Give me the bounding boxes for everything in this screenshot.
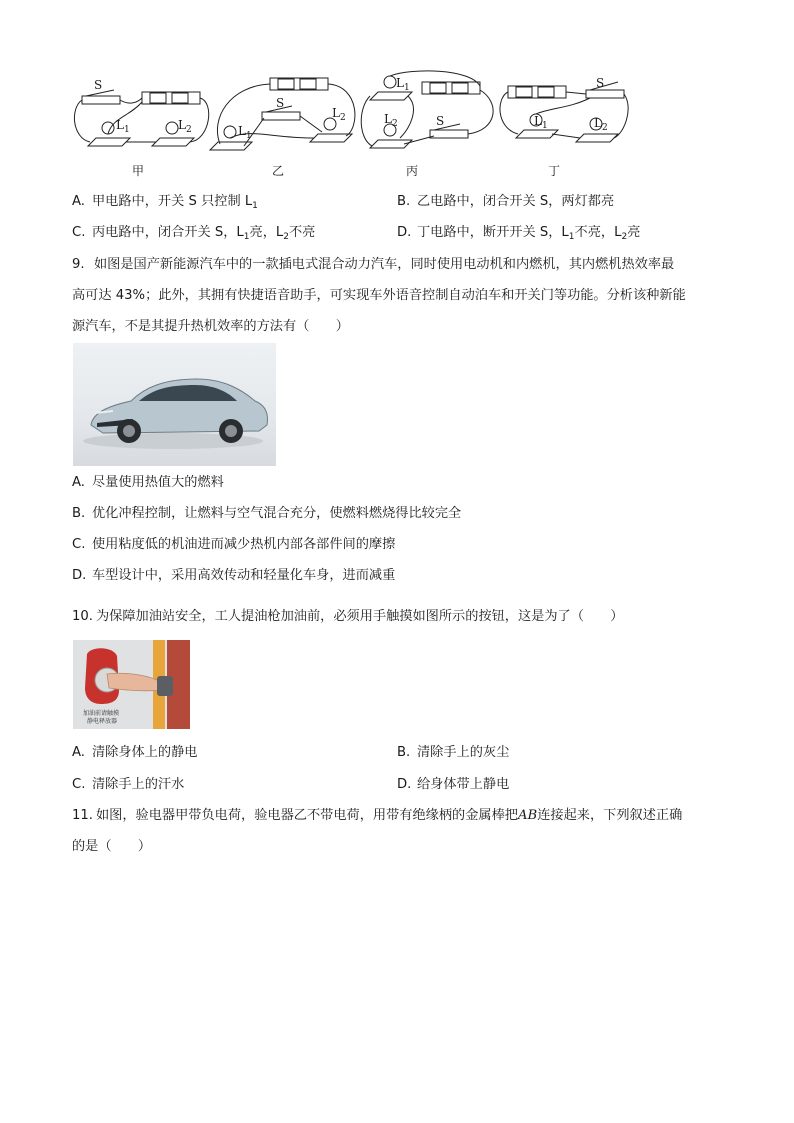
q9-stem-line2: 高可达 43%；此外，其拥有快捷语音助手，可实现车外语音控制自动泊车和开关门等功能。分析该种新能: [72, 288, 686, 303]
bing-switch-label: S: [436, 114, 445, 128]
q10-stem: 10. 为保障加油站安全，工人提油枪加油前，必须用手触摸如图所示的按钮，这是为了（ ）: [72, 609, 624, 624]
yi-lamp2-label: $L_2$: [332, 106, 346, 123]
caption-yi: 乙: [272, 164, 285, 178]
ding-switch-label: S: [596, 76, 605, 90]
caption-bing: 丙: [406, 164, 419, 178]
q8-option-a: A. 甲电路中，开关 S 只控制 $L_1$: [72, 194, 258, 211]
car-photo: [73, 343, 276, 466]
q9-stem-line3: 源汽车，不是其提升热机效率的方法有（ ）: [72, 319, 349, 334]
jia-switch-label: S: [94, 78, 103, 92]
bing-lamp1-label: $L_1$: [396, 76, 410, 93]
q9-option-d: D. 车型设计中，采用高效传动和轻量化车身，进而减重: [72, 568, 396, 583]
circuit-bing: [361, 71, 493, 148]
sign-text-1: 加油前请触摸: [83, 710, 120, 717]
q9-option-c: C. 使用粘度低的机油进而减少热机内部各部件间的摩擦: [72, 537, 396, 552]
ding-lamp2-label: $L_2$: [594, 116, 608, 133]
circuit-diagrams: [60, 68, 740, 178]
yi-switch-label: S: [276, 96, 285, 110]
jia-lamp2-label: $L_2$: [178, 118, 192, 135]
caption-ding: 丁: [548, 164, 561, 178]
q11-stem-line2: 的是（ ）: [72, 839, 152, 854]
q8-option-b: B. 乙电路中，闭合开关 S，两灯都亮: [397, 194, 615, 209]
q10-option-c: C. 清除手上的汗水: [72, 777, 185, 792]
q8-option-c: C. 丙电路中，闭合开关 S，$L_1$亮，$L_2$不亮: [72, 225, 316, 242]
bing-lamp2-label: $L_2$: [384, 112, 398, 129]
caption-jia: 甲: [132, 164, 145, 178]
sign-text-2: 静电释放器: [87, 718, 118, 725]
q9-option-a: A. 尽量使用热值大的燃料: [72, 475, 224, 490]
q9-number: 9.: [72, 257, 85, 272]
jia-lamp1-label: $L_1$: [116, 118, 130, 135]
q9-option-b: B. 优化冲程控制，让燃料与空气混合充分，使燃料燃烧得比较完全: [72, 506, 462, 521]
q10-option-b: B. 清除手上的灰尘: [397, 745, 510, 760]
q10-option-d: D. 给身体带上静电: [397, 777, 510, 792]
ding-lamp1-label: $L_1$: [534, 114, 548, 131]
yi-lamp1-label: $L_1$: [238, 124, 252, 141]
q11-stem-line1: 11. 如图，验电器甲带负电荷，验电器乙不带电荷，用带有绝缘柄的金属棒把AB连接起来，下列叙述正确: [72, 808, 683, 823]
q10-number: 10.: [72, 609, 93, 624]
q8-option-d: D. 丁电路中，断开开关 S，$L_1$不亮，$L_2$亮: [397, 225, 641, 242]
q11-number: 11.: [72, 808, 93, 823]
q9-stem-line1: 9. 如图是国产新能源汽车中的一款插电式混合动力汽车，同时使用电动机和内燃机，其内燃机热效率最: [72, 257, 675, 272]
circuit-ding: [500, 82, 628, 142]
static-discharge-button-photo: [73, 640, 190, 729]
q10-option-a: A. 清除身体上的静电: [72, 745, 198, 760]
